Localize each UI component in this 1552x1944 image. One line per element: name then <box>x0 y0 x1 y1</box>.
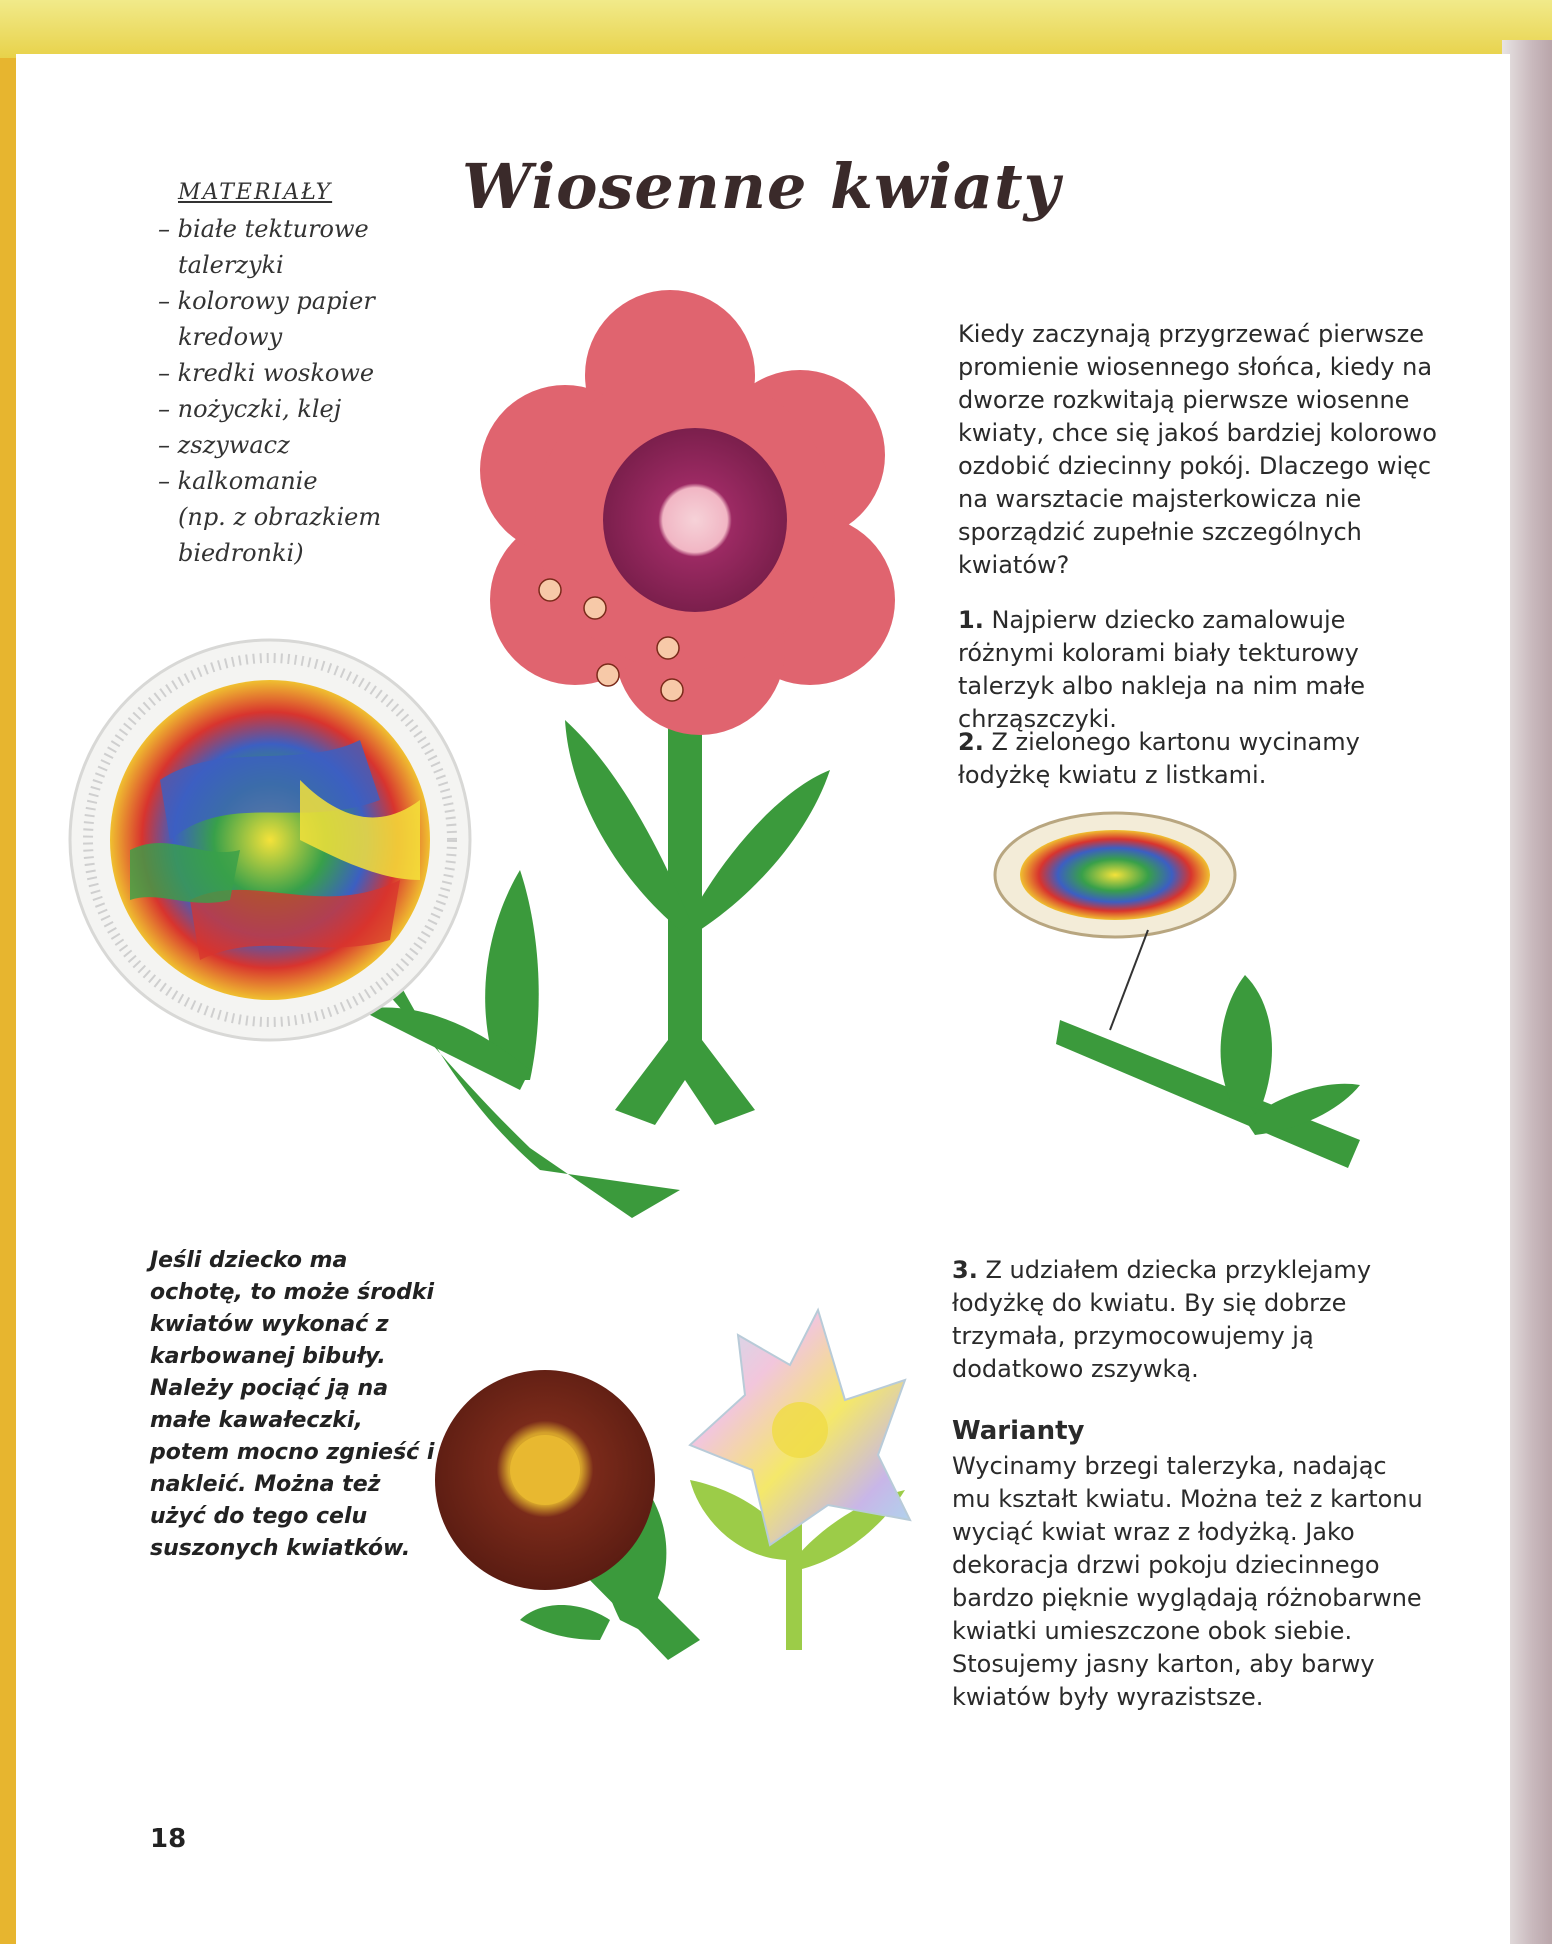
step-number: 1. <box>958 606 984 634</box>
pink-flower-stem <box>565 700 830 1125</box>
step-number: 2. <box>958 728 984 756</box>
step-text: Najpierw dziecko zamalowuje różnymi kolorami biały tekturowy talerzyk albo nakleja na nim małe chrząszczyki. <box>958 606 1366 733</box>
intro-paragraph: Kiedy zaczynają przygrzewać pierwsze promienie wiosennego słońca, kiedy na dworze rozkwitają pierwsze wiosenne kwiaty, chce się jakoś bardziej kolorowo ozdobić dziecinny pokój. Dlaczego więc na warsztacie majsterkowicza nie sporządzić zupełnie szczególnych kwiatów? <box>958 320 1437 579</box>
step-3 <box>952 1254 1432 1386</box>
painted-plate <box>70 640 470 1040</box>
materials-item: – kalkomanie (np. z obrazkiem biedronki) <box>158 467 382 567</box>
materials-heading: MATERIAŁY <box>178 180 333 205</box>
step-text: Z zielonego kartonu wycinamy łodyżkę kwiatu z listkami. <box>958 728 1360 789</box>
materials-item: – nożyczki, klej <box>158 395 342 423</box>
step-number: 3. <box>952 1256 978 1284</box>
step-1 <box>958 604 1438 736</box>
tip-paragraph: Jeśli dziecko ma ochotę, to może środki kwiatów wykonać z karbowanej bibuły. Należy pociąć ją na małe kawałeczki, potem mocno zgnieść i nakleić. Można też użyć do tego celu suszonych kwiatków. <box>150 1248 435 1561</box>
materials-box <box>158 180 398 571</box>
materials-item: – kredki woskowe <box>158 359 375 387</box>
variants-paragraph: Wycinamy brzegi talerzyka, nadając mu kształt kwiatu. Można też z kartonu wyciąć kwiat wraz z łodyżką. Jako dekoracja drzwi pokoju dziecinnego bardzo pięknie wyglądają różnobarwne kwiatki umieszczone obok siebie. Stosujemy jasny karton, aby barwy kwiatów były wyrazistsze. <box>952 1452 1423 1711</box>
materials-item: – zszywacz <box>158 431 290 459</box>
step-text: Z udziałem dziecka przyklejamy łodyżkę do kwiatu. By się dobrze trzymała, przymocowujemy ją dodatkowo zszywką. <box>952 1256 1372 1383</box>
step-illustration <box>995 813 1360 1168</box>
variants-heading: Warianty <box>952 1416 1085 1446</box>
pastel-flower <box>690 1310 910 1650</box>
materials-item: – kolorowy papier kredowy <box>158 287 375 351</box>
page-title: Wiosenne kwiaty <box>462 150 1061 223</box>
pink-flower <box>480 290 895 735</box>
materials-item: – białe tekturowe talerzyki <box>158 215 369 279</box>
page-number: 18 <box>150 1824 187 1854</box>
materials-list <box>158 211 398 571</box>
step-2 <box>958 726 1438 792</box>
brown-flower <box>435 1370 700 1660</box>
